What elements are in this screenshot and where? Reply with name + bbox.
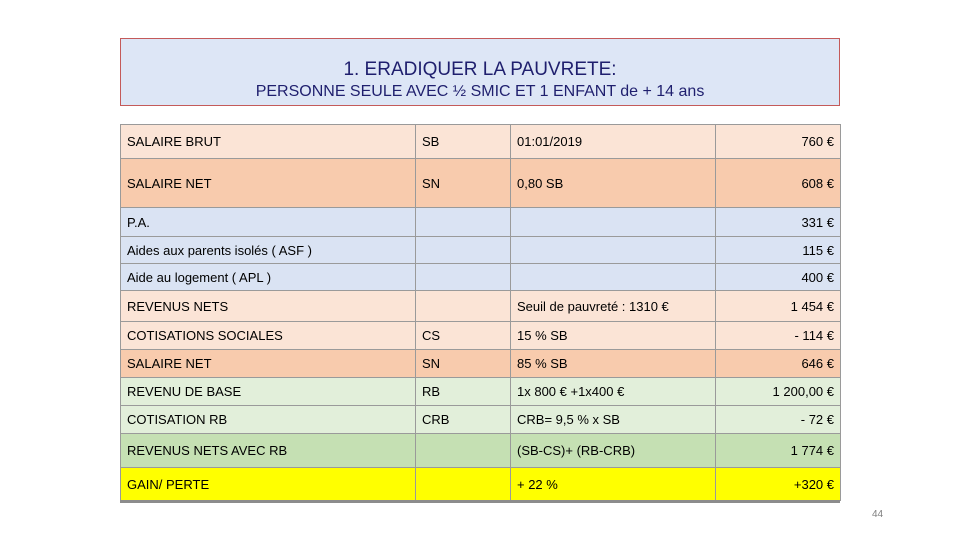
row-code: SN (416, 350, 511, 378)
row-label: REVENUS NETS (121, 291, 416, 322)
row-value: 1 454 € (716, 291, 841, 322)
row-value: 1 774 € (716, 434, 841, 468)
table-row (121, 159, 841, 208)
table-row (121, 350, 841, 378)
row-detail (511, 264, 716, 291)
row-label: COTISATIONS SOCIALES (121, 322, 416, 350)
row-value: 115 € (716, 237, 841, 264)
table-row (121, 468, 841, 501)
row-value: 400 € (716, 264, 841, 291)
slide-title: 1. ERADIQUER LA PAUVRETE: (343, 59, 617, 80)
row-detail (511, 208, 716, 237)
row-detail: 0,80 SB (511, 159, 716, 208)
table-row (121, 237, 841, 264)
row-label: Aides aux parents isolés ( ASF ) (121, 237, 416, 264)
row-detail: 01:01/2019 (511, 125, 716, 159)
row-label: SALAIRE BRUT (121, 125, 416, 159)
row-code: SN (416, 159, 511, 208)
table-row (121, 378, 841, 406)
row-value: 331 € (716, 208, 841, 237)
row-label: Aide au logement ( APL ) (121, 264, 416, 291)
row-value: 760 € (716, 125, 841, 159)
row-detail: 15 % SB (511, 322, 716, 350)
row-label: SALAIRE NET (121, 350, 416, 378)
table-bottom-rule (120, 500, 840, 503)
table-row (121, 125, 841, 159)
page-number: 44 (872, 509, 884, 520)
row-detail: + 22 % (511, 468, 716, 501)
row-code: CRB (416, 406, 511, 434)
row-detail: Seuil de pauvreté : 1310 € (511, 291, 716, 322)
row-label: REVENU DE BASE (121, 378, 416, 406)
row-detail: 1x 800 € +1x400 € (511, 378, 716, 406)
row-label: P.A. (121, 208, 416, 237)
row-value: +320 € (716, 468, 841, 501)
row-code (416, 237, 511, 264)
row-detail: (SB-CS)+ (RB-CRB) (511, 434, 716, 468)
table-row (121, 406, 841, 434)
table-row (121, 322, 841, 350)
row-code (416, 434, 511, 468)
row-label: REVENUS NETS AVEC RB (121, 434, 416, 468)
table-row (121, 264, 841, 291)
row-value: 646 € (716, 350, 841, 378)
row-detail: CRB= 9,5 % x SB (511, 406, 716, 434)
row-value: 1 200,00 € (716, 378, 841, 406)
row-value: - 114 € (716, 322, 841, 350)
table-row (121, 291, 841, 322)
row-code (416, 264, 511, 291)
table-row (121, 434, 841, 468)
row-label: COTISATION RB (121, 406, 416, 434)
row-label: GAIN/ PERTE (121, 468, 416, 501)
row-value: - 72 € (716, 406, 841, 434)
row-code (416, 208, 511, 237)
row-detail: 85 % SB (511, 350, 716, 378)
row-code: SB (416, 125, 511, 159)
table-row (121, 208, 841, 237)
row-label: SALAIRE NET (121, 159, 416, 208)
slide-subtitle: PERSONNE SEULE AVEC ½ SMIC ET 1 ENFANT de + 14 ans (255, 83, 705, 100)
row-code (416, 468, 511, 501)
income-table (120, 124, 841, 501)
row-code: RB (416, 378, 511, 406)
row-value: 608 € (716, 159, 841, 208)
row-code (416, 291, 511, 322)
row-code: CS (416, 322, 511, 350)
row-detail (511, 237, 716, 264)
slide-title-box (120, 38, 840, 106)
